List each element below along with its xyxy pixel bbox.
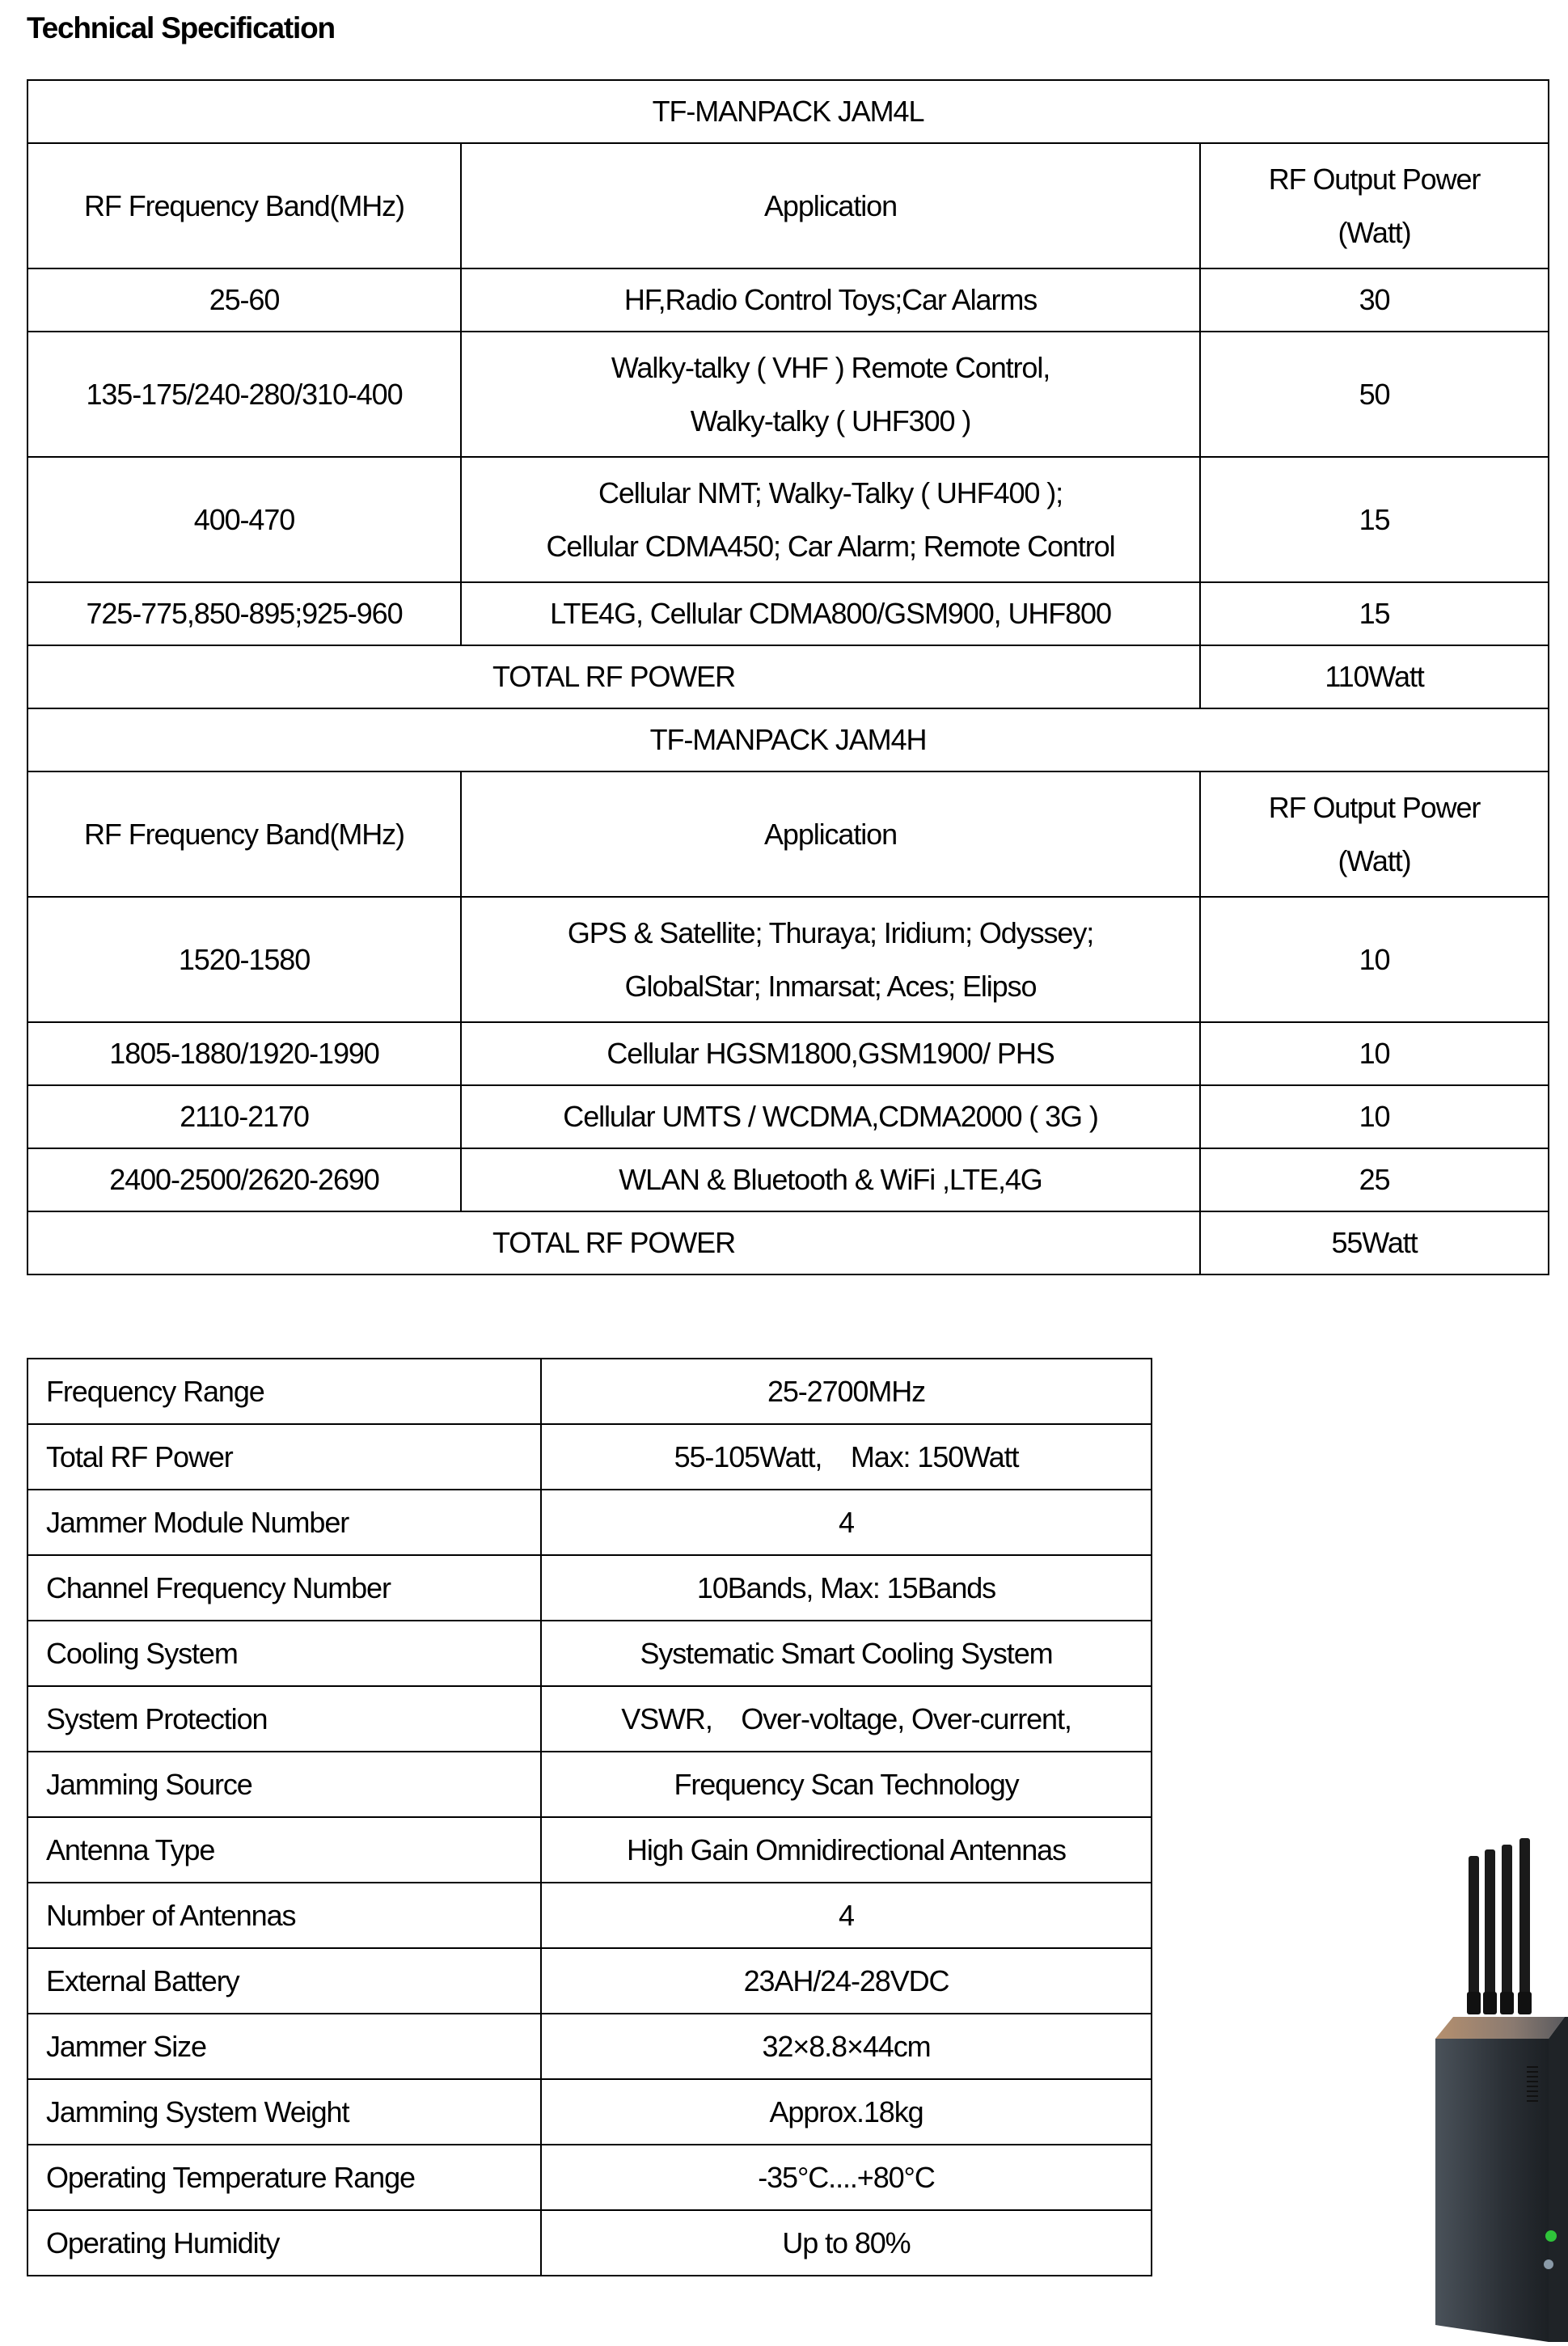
parameter-row xyxy=(27,1424,1152,1490)
antenna-1 xyxy=(1469,1856,1479,2001)
application-cell xyxy=(461,1148,1200,1211)
power-cell: 10 xyxy=(1200,897,1549,1022)
header-band: RF Frequency Band(MHz) xyxy=(27,771,461,897)
band-cell: 25-60 xyxy=(27,268,461,332)
power-cell: 30 xyxy=(1200,268,1549,332)
application-cell xyxy=(461,457,1200,582)
application-cell xyxy=(461,582,1200,645)
parameter-table xyxy=(27,1358,1152,2276)
power-cell: 25 xyxy=(1200,1148,1549,1211)
parameter-value: -35°C....+80°C xyxy=(541,2145,1152,2210)
total-value: 55Watt xyxy=(1200,1211,1549,1274)
model-name: TF-MANPACK JAM4H xyxy=(27,708,1549,771)
parameter-label: Frequency Range xyxy=(27,1359,541,1424)
parameter-row xyxy=(27,1752,1152,1817)
header-application: Application xyxy=(461,143,1200,268)
band-row xyxy=(27,897,1549,1022)
parameter-value: High Gain Omnidirectional Antennas xyxy=(541,1817,1152,1883)
device-body xyxy=(1435,2039,1549,2342)
application-line: GlobalStar; Inmarsat; Aces; Elipso xyxy=(624,969,1037,1003)
power-cell: 10 xyxy=(1200,1022,1549,1085)
antenna-2 xyxy=(1485,1849,1495,2001)
parameter-value: Frequency Scan Technology xyxy=(541,1752,1152,1817)
antenna-4 xyxy=(1519,1838,1530,2001)
band-row xyxy=(27,268,1549,332)
parameter-row xyxy=(27,1817,1152,1883)
antenna-group xyxy=(1467,1838,1532,2014)
header-power-line1: RF Output Power xyxy=(1268,162,1481,196)
parameter-row xyxy=(27,2210,1152,2276)
power-cell: 50 xyxy=(1200,332,1549,457)
parameter-row xyxy=(27,2145,1152,2210)
parameter-label: Antenna Type xyxy=(27,1817,541,1883)
parameter-label: External Battery xyxy=(27,1948,541,2014)
parameter-value: 4 xyxy=(541,1883,1152,1948)
application-line: GPS & Satellite; Thuraya; Iridium; Odyssey; xyxy=(567,915,1094,949)
total-label: TOTAL RF POWER xyxy=(27,1211,1200,1274)
parameter-row xyxy=(27,1621,1152,1686)
power-button-icon xyxy=(1545,2230,1557,2242)
power-cell: 10 xyxy=(1200,1085,1549,1148)
application-line: WLAN & Bluetooth & WiFi ,LTE,4G xyxy=(619,1163,1042,1196)
model-name-row xyxy=(27,708,1549,771)
application-line: Cellular UMTS / WCDMA,CDMA2000 ( 3G ) xyxy=(563,1100,1098,1133)
connector-icon xyxy=(1544,2259,1553,2269)
application-cell xyxy=(461,1085,1200,1148)
parameter-value: 23AH/24-28VDC xyxy=(541,1948,1152,2014)
header-power xyxy=(1200,143,1549,268)
application-line: HF,Radio Control Toys;Car Alarms xyxy=(623,283,1038,316)
parameter-value: 32×8.8×44cm xyxy=(541,2014,1152,2079)
parameter-value: 55-105Watt, Max: 150Watt xyxy=(541,1424,1152,1490)
band-row xyxy=(27,457,1549,582)
total-row xyxy=(27,645,1549,708)
parameter-value: Up to 80% xyxy=(541,2210,1152,2276)
band-cell: 135-175/240-280/310-400 xyxy=(27,332,461,457)
band-cell: 2110-2170 xyxy=(27,1085,461,1148)
band-cell: 2400-2500/2620-2690 xyxy=(27,1148,461,1211)
parameter-value: 25-2700MHz xyxy=(541,1359,1152,1424)
application-cell xyxy=(461,1022,1200,1085)
parameter-label: Channel Frequency Number xyxy=(27,1555,541,1621)
parameter-label: Jamming System Weight xyxy=(27,2079,541,2145)
header-band: RF Frequency Band(MHz) xyxy=(27,143,461,268)
parameter-value: Systematic Smart Cooling System xyxy=(541,1621,1152,1686)
parameter-row xyxy=(27,1948,1152,2014)
parameter-label: Jamming Source xyxy=(27,1752,541,1817)
parameter-row xyxy=(27,1359,1152,1424)
total-row xyxy=(27,1211,1549,1274)
application-line: Cellular HGSM1800,GSM1900/ PHS xyxy=(606,1037,1054,1070)
application-line: LTE4G, Cellular CDMA800/GSM900, UHF800 xyxy=(550,597,1111,630)
band-row xyxy=(27,1148,1549,1211)
parameter-label: System Protection xyxy=(27,1686,541,1752)
application-line: Cellular NMT; Walky-Talky ( UHF400 ); xyxy=(598,476,1063,509)
application-cell xyxy=(461,268,1200,332)
application-line: Walky-talky ( VHF ) Remote Control, xyxy=(611,350,1050,384)
parameter-value: 10Bands, Max: 15Bands xyxy=(541,1555,1152,1621)
band-row xyxy=(27,582,1549,645)
application-line: Cellular CDMA450; Car Alarm; Remote Control xyxy=(546,529,1115,563)
application-line: Walky-talky ( UHF300 ) xyxy=(690,404,971,437)
header-power xyxy=(1200,771,1549,897)
band-row xyxy=(27,1022,1549,1085)
header-row xyxy=(27,771,1549,897)
parameter-row xyxy=(27,2079,1152,2145)
parameter-row xyxy=(27,1490,1152,1555)
parameter-label: Total RF Power xyxy=(27,1424,541,1490)
device-top-panel xyxy=(1435,2017,1565,2039)
power-cell: 15 xyxy=(1200,457,1549,582)
model-name: TF-MANPACK JAM4L xyxy=(27,80,1549,143)
band-row xyxy=(27,332,1549,457)
band-cell: 1805-1880/1920-1990 xyxy=(27,1022,461,1085)
parameter-value: VSWR, Over-voltage, Over-current, xyxy=(541,1686,1152,1752)
parameter-label: Jammer Module Number xyxy=(27,1490,541,1555)
band-cell: 725-775,850-895;925-960 xyxy=(27,582,461,645)
header-application: Application xyxy=(461,771,1200,897)
antenna-3 xyxy=(1502,1845,1512,2001)
parameter-label: Jammer Size xyxy=(27,2014,541,2079)
total-value: 110Watt xyxy=(1200,645,1549,708)
parameter-value: Approx.18kg xyxy=(541,2079,1152,2145)
parameter-label: Operating Humidity xyxy=(27,2210,541,2276)
parameter-row xyxy=(27,2014,1152,2079)
header-row xyxy=(27,143,1549,268)
parameter-label: Number of Antennas xyxy=(27,1883,541,1948)
page-title: Technical Specification xyxy=(27,11,335,44)
parameter-label: Cooling System xyxy=(27,1621,541,1686)
band-row xyxy=(27,1085,1549,1148)
parameter-label: Operating Temperature Range xyxy=(27,2145,541,2210)
band-cell: 1520-1580 xyxy=(27,897,461,1022)
power-cell: 15 xyxy=(1200,582,1549,645)
product-image xyxy=(1435,1832,1568,2342)
total-label: TOTAL RF POWER xyxy=(27,645,1200,708)
band-cell: 400-470 xyxy=(27,457,461,582)
parameter-value: 4 xyxy=(541,1490,1152,1555)
header-power-line1: RF Output Power xyxy=(1268,790,1481,824)
application-cell xyxy=(461,332,1200,457)
model-name-row xyxy=(27,80,1549,143)
parameter-row xyxy=(27,1555,1152,1621)
band-spec-table xyxy=(27,79,1549,1275)
application-cell xyxy=(461,897,1200,1022)
manpack-jammer-device-icon xyxy=(1435,1832,1568,2342)
header-power-line2: (Watt) xyxy=(1338,215,1411,249)
header-power-line2: (Watt) xyxy=(1338,843,1411,877)
parameter-row xyxy=(27,1686,1152,1752)
parameter-row xyxy=(27,1883,1152,1948)
